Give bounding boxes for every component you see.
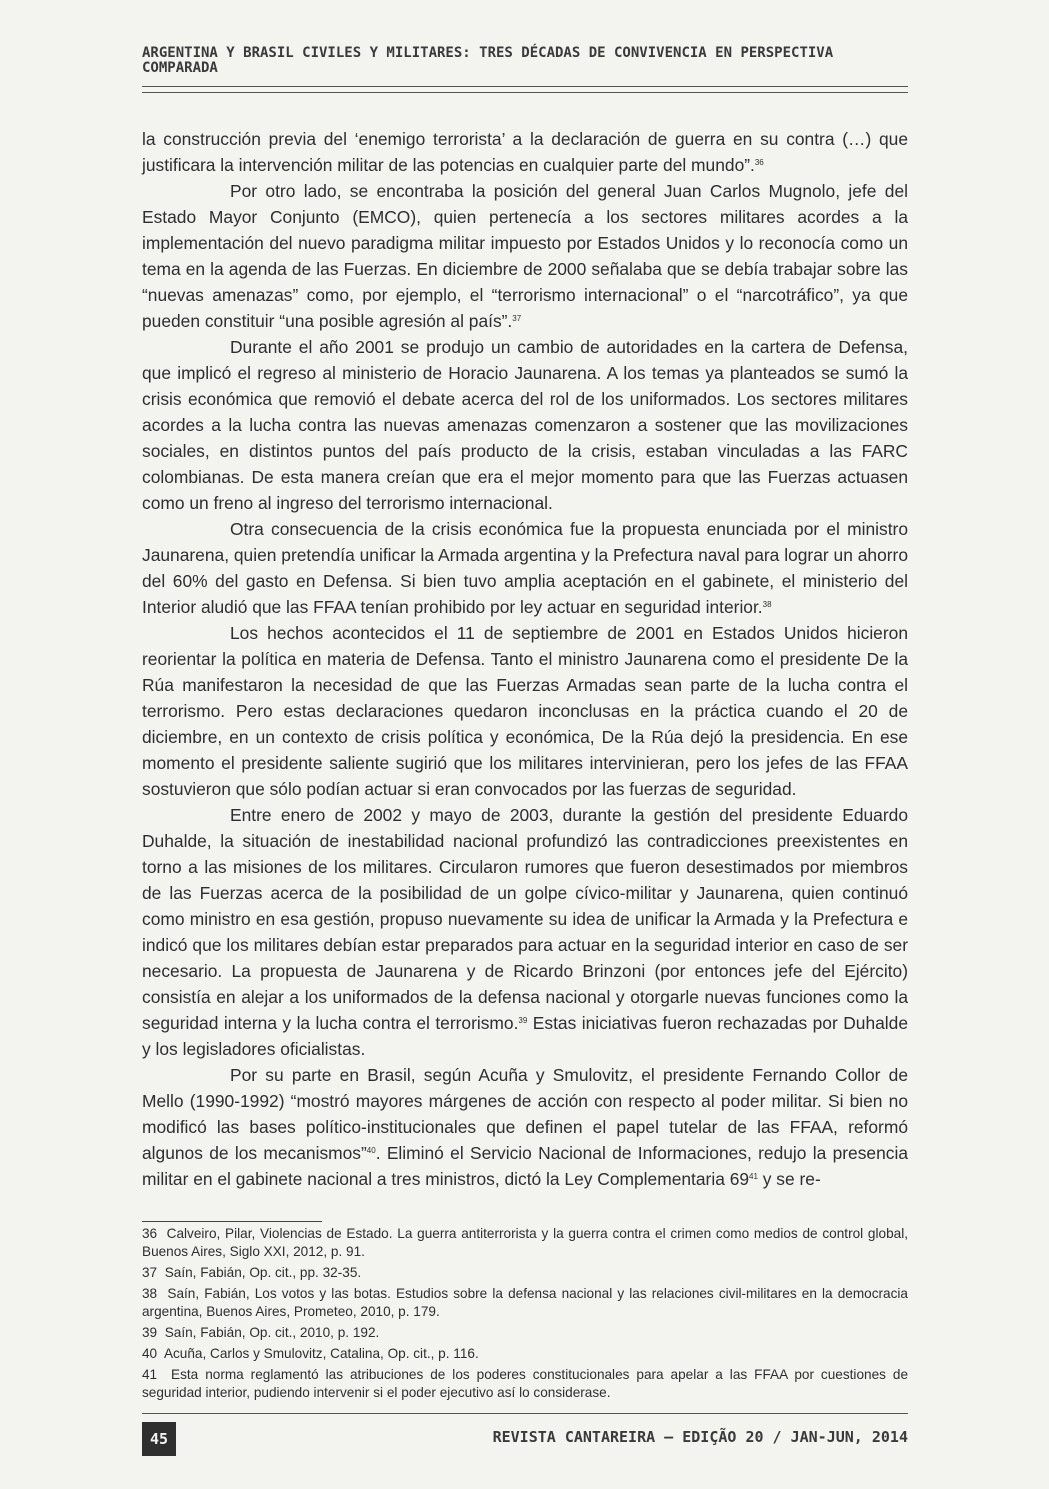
page-number: 45	[142, 1422, 176, 1456]
footnote: 41 Esta norma reglamentó las atribuciones de los poderes constitucionales para apelar a las FFAA por cuestiones de seguridad interior, pudiendo intervenir si el poder ejecutivo así lo considerase.	[142, 1367, 908, 1400]
header-double-rule	[142, 86, 908, 93]
paragraph: Otra consecuencia de la crisis económica fue la propuesta enunciada por el ministro Jaunarena, quien pretendía unificar la Armada argentina y la Prefectura naval para lograr un ahorro del 60% del gasto en Defensa. Si bien tuvo amplia aceptación en el gabinete, el ministerio del Interior aludió que las FFAA tenían prohibido por ley actuar en seguridad interior.$^{38}$	[142, 519, 908, 617]
footnote: 37 Saín, Fabián, Op. cit., pp. 32-35.	[142, 1265, 362, 1280]
paragraph: Durante el año 2001 se produjo un cambio de autoridades en la cartera de Defensa, que implicó el regreso al ministerio de Horacio Jaunarena. A los temas ya planteados se sumó la crisis económica que removió el debate acerca del rol de los uniformados. Los sectores militares acordes a la lucha contra las nuevas amenazas comenzaron a sostener que las movilizaciones sociales, en distintos puntos del país producto de la crisis, estaban vinculadas a las FARC colombianas. De esta manera creían que era el mejor momento para que las Fuerzas actuasen como un freno al ingreso del terrorismo internacional.	[142, 337, 908, 513]
footnote-ref[interactable]: 41	[749, 1172, 758, 1181]
footnote-ref[interactable]: 40	[366, 1146, 376, 1155]
paragraph: la construcción previa del ‘enemigo terrorista’ a la declaración de guerra en su contra (…) que justificara la intervención militar de las potencias en cualquier parte del mundo”.$^{36}$	[142, 129, 908, 175]
paragraph: Los hechos acontecidos el 11 de septiembre de 2001 en Estados Unidos hicieron reorientar la política en materia de Defensa. Tanto el ministro Jaunarena como el presidente De la Rúa manifestaron la necesidad de que las Fuerzas Armadas sean parte de la lucha contra el terrorismo. Pero estas declaraciones quedaron inconclusas en la práctica cuando el 20 de diciembre, en un contexto de crisis política y económica, De la Rúa dejó la presidencia. En ese momento el presidente saliente sugirió que los militares intervinieran, pero los jefes de las FFAA sostuvieron que sólo podían actuar si eran convocados por las fuerzas de seguridad.	[142, 623, 908, 799]
running-header-title: ARGENTINA Y BRASIL CIVILES Y MILITARES: TRES DÉCADAS DE CONVIVENCIA EN PERSPECTIVA COMPARADA	[142, 45, 834, 76]
article-body	[142, 126, 908, 1192]
footnote-ref[interactable]: 37	[512, 314, 522, 323]
footer-rule	[142, 1413, 908, 1414]
running-header	[142, 46, 908, 76]
paragraph: Por otro lado, se encontraba la posición del general Juan Carlos Mugnolo, jefe del Estado Mayor Conjunto (EMCO), quien pertenecía a los sectores militares acordes a la implementación del nuevo paradigma militar impuesto por Estados Unidos y lo reconocía como un tema en la agenda de las Fuerzas. En diciembre de 2000 señalaba que se debía trabajar sobre las “nuevas amenazas” como, por ejemplo, el “terrorismo internacional” o el “narcotráfico”, ya que pueden constituir “una posible agresión al país”.$^{37}$	[142, 181, 908, 331]
footnote: 38 Saín, Fabián, Los votos y las botas. Estudios sobre la defensa nacional y las relaciones civil-militares en la democracia argentina, Buenos Aires, Prometeo, 2010, p. 179.	[142, 1286, 908, 1319]
footnote: 39 Saín, Fabián, Op. cit., 2010, p. 192.	[142, 1325, 380, 1340]
footnote: 40 Acuña, Carlos y Smulovitz, Catalina, Op. cit., p. 116.	[142, 1346, 479, 1361]
footnote-ref[interactable]: 38	[762, 600, 772, 609]
journal-name: REVISTA CANTAREIRA – EDIÇÃO 20 / JAN-JUN, 2014	[492, 1428, 908, 1446]
footnote-ref[interactable]: 39	[518, 1016, 528, 1025]
paragraph: Entre enero de 2002 y mayo de 2003, durante la gestión del presidente Eduardo Duhalde, la situación de inestabilidad nacional profundizó las contradicciones preexistentes en torno a las misiones de los militares. Circularon rumores que fueron desestimados por miembros de las Fuerzas acerca de la posibilidad de un golpe cívico-militar y Jaunarena, quien continuó como ministro en esa gestión, propuso nuevamente su idea de unificar la Armada y la Prefectura e indicó que los militares debían estar preparados para actuar en la seguridad interior en caso de ser necesario. La propuesta de Jaunarena y de Ricardo Brinzoni (por entonces jefe del Ejército) consistía en alejar a los uniformados de la defensa nacional y otorgarle nuevas funciones como la seguridad interna y la lucha contra el terrorismo.$^{39}$ Estas iniciativas fueron rechazadas por Duhalde y los legisladores oficialistas.	[142, 805, 908, 1059]
paragraph: Por su parte en Brasil, según Acuña y Smulovitz, el presidente Fernando Collor de Mello (1990-1992) “mostró mayores márgenes de acción con respecto al poder militar. Si bien no modificó las bases político-institucionales que definen el papel tutelar de las FFAA, reformó algunos de los mecanismos”$^{40}$. Eliminó el Servicio Nacional de Informaciones, redujo la presencia militar en el gabinete nacional a tres ministros, dictó la Ley Complementaria $69^{41}$ y se re-	[142, 1065, 908, 1189]
footnote: 36 Calveiro, Pilar, Violencias de Estado. La guerra antiterrorista y la guerra contra el crimen como medios de control global, Buenos Aires, Siglo XXI, 2012, p. 91.	[142, 1226, 908, 1259]
footnotes	[142, 1225, 908, 1405]
footnote-separator	[142, 1221, 322, 1222]
footnote-ref[interactable]: 36	[754, 158, 764, 167]
